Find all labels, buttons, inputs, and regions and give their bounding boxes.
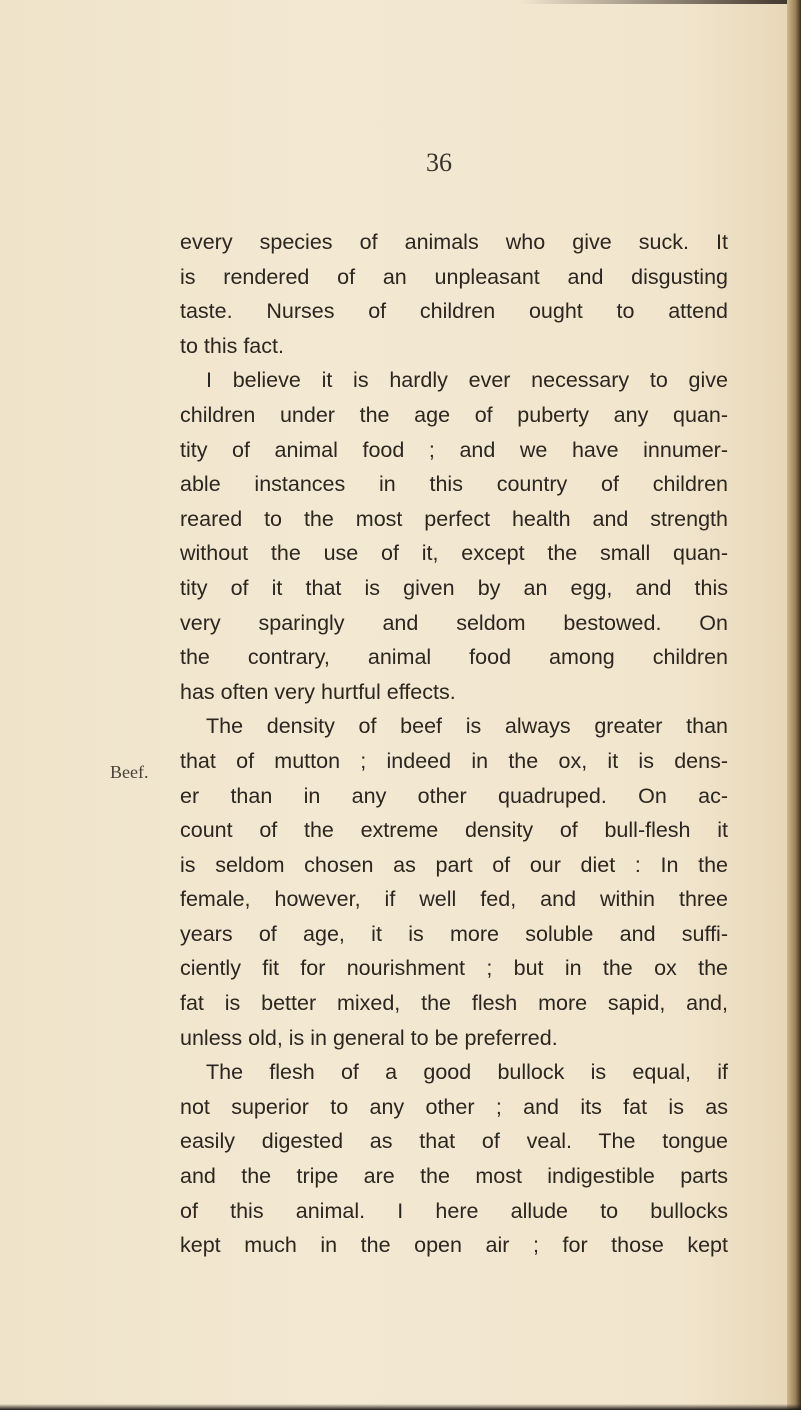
text-line: easily digested as that of veal. The tongue: [180, 1129, 728, 1154]
text-line: able instances in this country of children: [180, 472, 728, 497]
text-line: the contrary, animal food among children: [180, 645, 728, 670]
page-number: 36: [426, 148, 452, 177]
text-line: very sparingly and seldom bestowed. On: [180, 610, 728, 635]
text-line: has often very hurtful effects.: [180, 679, 456, 704]
page-binding-edge: [787, 0, 801, 1410]
text-line: The density of beef is always greater than: [206, 714, 728, 739]
text-line: is rendered of an unpleasant and disgusting: [180, 264, 728, 289]
text-line: that of mutton ; indeed in the ox, it is dens-: [180, 748, 728, 773]
text-line: years of age, it is more soluble and suffi-: [180, 921, 728, 946]
margin-note-beef: Beef.: [110, 762, 149, 782]
text-line: ciently fit for nourishment ; but in the ox the: [180, 956, 728, 981]
text-line: reared to the most perfect health and strength: [180, 506, 728, 531]
text-line: tity of animal food ; and we have innumer-: [180, 437, 728, 462]
text-line: unless old, is in general to be preferred.: [180, 1025, 558, 1050]
text-line: and the tripe are the most indigestible parts: [180, 1164, 728, 1189]
text-line: children under the age of puberty any quan-: [180, 402, 728, 427]
text-line: er than in any other quadruped. On ac-: [180, 783, 728, 808]
text-line: taste. Nurses of children ought to attend: [180, 299, 728, 324]
text-line: every species of animals who give suck. It: [180, 230, 728, 254]
text-line: I believe it is hardly ever necessary to give: [206, 368, 728, 393]
body-text: [180, 225, 728, 1263]
text-line: is seldom chosen as part of our diet : In the: [180, 852, 728, 877]
text-line: without the use of it, except the small quan-: [180, 541, 728, 566]
text-line: kept much in the open air ; for those kept: [180, 1233, 728, 1258]
page-bottom-edge-shadow: [0, 1404, 801, 1410]
page-top-edge-shadow: [520, 0, 801, 4]
text-line: to this fact.: [180, 333, 284, 358]
text-line: count of the extreme density of bull-flesh it: [180, 818, 728, 843]
text-line: fat is better mixed, the flesh more sapid, and,: [180, 991, 728, 1016]
text-line: The flesh of a good bullock is equal, if: [206, 1060, 728, 1085]
text-line: not superior to any other ; and its fat is as: [180, 1094, 728, 1119]
text-line: female, however, if well fed, and within three: [180, 887, 728, 912]
text-line: tity of it that is given by an egg, and this: [180, 575, 728, 600]
text-line: of this animal. I here allude to bullocks: [180, 1198, 728, 1223]
